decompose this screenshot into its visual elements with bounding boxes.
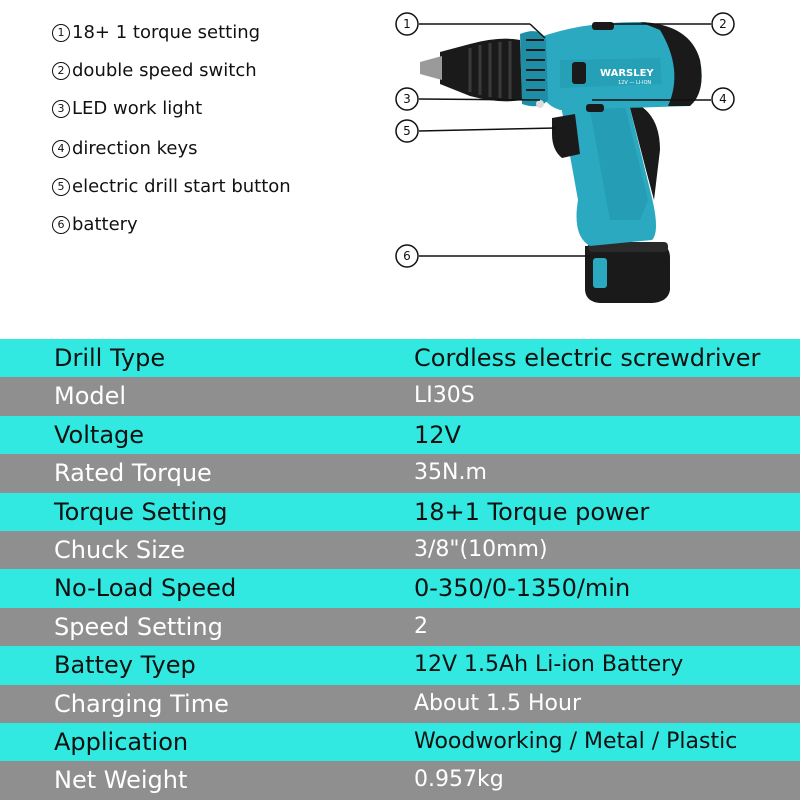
spec-label: Speed Setting (54, 612, 223, 641)
spec-label: Rated Torque (54, 459, 212, 488)
feature-item (52, 138, 198, 159)
callout-1-number: 1 (403, 17, 411, 31)
drill-image (380, 0, 800, 320)
number-badge: 2 (52, 62, 70, 80)
spec-row-charging-time (0, 685, 800, 723)
feature-item (52, 214, 138, 235)
spec-label: Chuck Size (54, 535, 186, 564)
spec-label: No-Load Speed (54, 574, 237, 603)
spec-table (0, 339, 800, 800)
callout-4-number: 4 (719, 92, 727, 106)
spec-label: Charging Time (54, 689, 229, 718)
feature-item (52, 22, 260, 43)
spec-label: Model (54, 382, 127, 411)
callout-3-number: 3 (403, 92, 411, 106)
start-button (552, 114, 580, 158)
brand-logo: WARSLEY (600, 68, 654, 79)
spec-value: About 1.5 Hour (414, 690, 582, 716)
number-badge: 4 (52, 140, 70, 158)
spec-row-voltage (0, 416, 800, 454)
feature-text: 18+ 1 torque setting (72, 22, 261, 43)
led-light (536, 100, 544, 108)
callout-6-number: 6 (403, 249, 411, 263)
spec-row-chuck-size (0, 531, 800, 569)
spec-row-net-weight (0, 761, 800, 799)
spec-label: Drill Type (54, 344, 166, 372)
spec-row-model (0, 377, 800, 415)
spec-label: Battey Tyep (54, 651, 196, 680)
spec-value: 18+1 Torque power (414, 497, 650, 526)
spec-value: 12V 1.5Ah Li-ion Battery (414, 652, 684, 678)
spec-row-torque-setting (0, 493, 800, 531)
feature-item (52, 98, 202, 119)
drill-illustration (380, 0, 800, 320)
spec-value: 12V (414, 420, 461, 449)
spec-row-rated-torque (0, 454, 800, 492)
spec-value: Cordless electric screwdriver (414, 344, 761, 372)
feature-item (52, 176, 291, 197)
spec-row-no-load-speed (0, 569, 800, 607)
number-badge: 5 (52, 178, 70, 196)
feature-text: battery (72, 214, 138, 235)
spec-value: 2 (414, 613, 428, 639)
feature-item (52, 60, 257, 81)
chuck-tip (420, 56, 442, 80)
spec-label: Voltage (54, 420, 145, 449)
spec-value: 0-350/0-1350/min (414, 574, 631, 603)
spec-label: Torque Setting (54, 497, 228, 526)
speed-switch (592, 22, 614, 30)
spec-label: Net Weight (54, 766, 188, 795)
spec-value: 0.957kg (414, 767, 504, 793)
spec-row-application (0, 723, 800, 761)
battery-rating-text: 12V — LI-ION (618, 80, 652, 86)
callout-5-number: 5 (403, 124, 411, 138)
spec-row-drill-type (0, 339, 800, 377)
spec-row-speed-setting (0, 608, 800, 646)
torque-collar (520, 31, 548, 106)
feature-text: direction keys (72, 138, 198, 159)
spec-row-battery-type (0, 646, 800, 684)
feature-text: double speed switch (72, 60, 257, 81)
direction-key (586, 104, 604, 112)
spec-value: 35N.m (414, 460, 487, 486)
number-badge: 6 (52, 216, 70, 234)
battery-stripe (593, 258, 607, 288)
spec-label: Application (54, 727, 189, 756)
spec-value: LI30S (414, 383, 475, 409)
feature-text: LED work light (72, 98, 203, 119)
feature-text: electric drill start button (72, 176, 291, 197)
callout-2-number: 2 (719, 17, 727, 31)
spec-value: Woodworking / Metal / Plastic (414, 728, 738, 754)
number-badge: 1 (52, 24, 70, 42)
spec-value: 3/8"(10mm) (414, 536, 548, 562)
number-badge: 3 (52, 100, 70, 118)
battery-pack (585, 242, 670, 303)
